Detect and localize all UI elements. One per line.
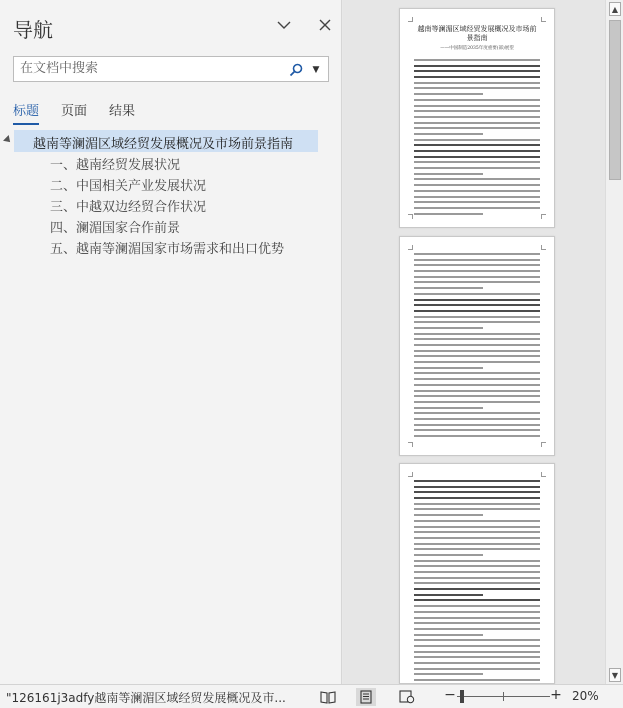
search-options-dropdown[interactable] — [309, 60, 323, 80]
text-line — [414, 367, 483, 369]
text-line — [414, 93, 483, 95]
text-line — [414, 178, 540, 180]
text-line — [414, 344, 540, 346]
text-line — [414, 560, 540, 562]
text-line — [414, 259, 540, 261]
text-line — [414, 276, 540, 278]
text-line — [414, 281, 540, 283]
text-line — [414, 611, 540, 613]
page-text-block — [414, 480, 540, 684]
text-line — [414, 418, 540, 420]
text-line — [414, 293, 540, 295]
search-button[interactable] — [286, 60, 306, 80]
page-corner-mark — [408, 17, 413, 22]
close-icon — [319, 19, 331, 31]
text-line — [414, 156, 540, 158]
page-corner-mark — [541, 442, 546, 447]
zoom-in-button[interactable]: + — [550, 687, 562, 703]
text-line — [414, 531, 540, 533]
text-line — [414, 639, 540, 641]
text-line — [414, 577, 540, 579]
text-line — [414, 287, 483, 289]
caret-down-icon: ▼ — [312, 65, 320, 75]
read-mode-button[interactable] — [318, 688, 338, 706]
text-line — [414, 395, 540, 397]
text-line — [414, 338, 540, 340]
text-line — [414, 384, 540, 386]
tab-results[interactable]: 结果 — [109, 104, 136, 119]
scroll-up-button[interactable] — [609, 2, 621, 16]
page-corner-mark — [541, 245, 546, 250]
text-line — [414, 634, 483, 636]
text-line — [414, 435, 540, 437]
text-line — [414, 622, 540, 624]
page-layout-icon — [359, 690, 373, 704]
text-line — [414, 167, 540, 169]
text-line — [414, 543, 540, 545]
nav-search-box — [13, 56, 329, 82]
text-line — [414, 333, 540, 335]
text-line — [414, 582, 540, 584]
text-line — [414, 491, 540, 493]
zoom-center-tick — [503, 692, 504, 701]
text-line — [414, 361, 540, 363]
text-line — [414, 548, 540, 550]
text-line — [414, 59, 540, 61]
text-line — [414, 412, 540, 414]
text-line — [414, 565, 540, 567]
vertical-scrollbar[interactable] — [605, 0, 623, 684]
page-corner-mark — [408, 245, 413, 250]
heading-item[interactable]: 三、中越双边经贸合作状况 — [50, 200, 207, 215]
search-icon — [289, 63, 303, 77]
text-line — [414, 424, 540, 426]
text-line — [414, 407, 483, 409]
scroll-down-button[interactable] — [609, 668, 621, 682]
document-page[interactable] — [399, 463, 555, 684]
text-line — [414, 76, 540, 78]
text-line — [414, 497, 540, 499]
text-line — [414, 173, 483, 175]
document-page[interactable] — [399, 8, 555, 228]
print-layout-button[interactable] — [356, 688, 376, 706]
text-line — [414, 668, 540, 670]
text-line — [414, 679, 540, 681]
nav-pane-title: 导航 — [13, 18, 53, 42]
page-corner-mark — [408, 472, 413, 477]
arrow-up-icon: ▲ — [611, 4, 619, 14]
text-line — [414, 662, 540, 664]
text-line — [414, 599, 540, 601]
text-line — [414, 184, 540, 186]
text-line — [414, 605, 540, 607]
text-line — [414, 554, 483, 556]
text-line — [414, 401, 540, 403]
chevron-down-icon — [277, 20, 291, 30]
text-line — [414, 503, 540, 505]
text-line — [414, 264, 540, 266]
collapse-caret-icon[interactable] — [3, 135, 13, 145]
page-text-block — [414, 253, 540, 441]
text-line — [414, 127, 540, 129]
text-line — [414, 65, 540, 67]
page-text-block — [414, 59, 540, 218]
text-line — [414, 350, 540, 352]
web-layout-icon — [399, 690, 415, 704]
document-area[interactable] — [343, 0, 605, 684]
text-line — [414, 133, 483, 135]
zoom-level[interactable]: 20% — [572, 689, 599, 703]
text-line — [414, 207, 540, 209]
tab-pages[interactable]: 页面 — [61, 104, 88, 119]
text-line — [414, 99, 540, 101]
page-corner-mark — [541, 214, 546, 219]
document-name[interactable]: "126161j3adfy越南等澜湄区域经贸发展概况及市... — [6, 691, 286, 705]
nav-tabs — [13, 100, 157, 125]
heading-root-label: 越南等澜湄区域经贸发展概况及市场前景指南 — [33, 137, 294, 152]
nav-close-button[interactable] — [314, 14, 336, 36]
page-subtitle: ——中国制造2035年度重要(部)展望 — [440, 46, 514, 51]
text-line — [414, 355, 540, 357]
text-line — [414, 150, 540, 152]
scrollbar-thumb[interactable] — [609, 20, 621, 180]
text-line — [414, 327, 483, 329]
text-line — [414, 480, 540, 482]
text-line — [414, 508, 540, 510]
text-line — [414, 645, 540, 647]
status-bar — [0, 684, 623, 708]
text-line — [414, 571, 540, 573]
text-line — [414, 270, 540, 272]
text-line — [414, 651, 540, 653]
web-layout-button[interactable] — [397, 688, 417, 706]
text-line — [414, 122, 540, 124]
text-line — [414, 520, 540, 522]
heading-item[interactable]: 一、越南经贸发展状况 — [50, 158, 181, 173]
text-line — [414, 190, 540, 192]
text-line — [414, 594, 483, 596]
document-page[interactable] — [399, 236, 555, 456]
text-line — [414, 321, 540, 323]
text-line — [414, 617, 540, 619]
heading-root-item[interactable] — [14, 130, 318, 152]
text-line — [414, 116, 540, 118]
page-corner-mark — [408, 442, 413, 447]
search-input[interactable] — [20, 61, 290, 76]
text-line — [414, 304, 540, 306]
text-line — [414, 673, 483, 675]
page-corner-mark — [408, 214, 413, 219]
text-line — [414, 429, 540, 431]
book-icon — [320, 690, 336, 704]
heading-item[interactable]: 二、中国相关产业发展状况 — [50, 179, 207, 194]
text-line — [414, 316, 540, 318]
text-line — [414, 656, 540, 658]
text-line — [414, 196, 540, 198]
text-line — [414, 588, 540, 590]
text-line — [414, 390, 540, 392]
text-line — [414, 82, 540, 84]
page-title: 越南等澜湄区域经贸发展概况及市场前景指南 — [417, 25, 537, 42]
zoom-out-button[interactable]: − — [444, 687, 456, 703]
tab-headings[interactable]: 标题 — [13, 100, 39, 125]
text-line — [414, 628, 540, 630]
text-line — [414, 299, 540, 301]
text-line — [414, 105, 540, 107]
text-line — [414, 110, 540, 112]
nav-options-button[interactable] — [273, 14, 295, 36]
text-line — [414, 70, 540, 72]
zoom-slider-thumb[interactable] — [460, 690, 464, 703]
text-line — [414, 514, 483, 516]
text-line — [414, 161, 540, 163]
page-corner-mark — [541, 17, 546, 22]
text-line — [414, 310, 540, 312]
text-line — [414, 378, 540, 380]
text-line — [414, 144, 540, 146]
text-line — [414, 372, 540, 374]
text-line — [414, 486, 540, 488]
text-line — [414, 201, 540, 203]
page-corner-mark — [541, 472, 546, 477]
text-line — [414, 253, 540, 255]
arrow-down-icon: ▼ — [611, 670, 619, 680]
heading-item[interactable]: 四、澜湄国家合作前景 — [50, 221, 181, 236]
text-line — [414, 139, 540, 141]
heading-item[interactable]: 五、越南等澜湄国家市场需求和出口优势 — [50, 242, 285, 257]
text-line — [414, 537, 540, 539]
text-line — [414, 526, 540, 528]
text-line — [414, 87, 540, 89]
text-line — [414, 213, 483, 215]
